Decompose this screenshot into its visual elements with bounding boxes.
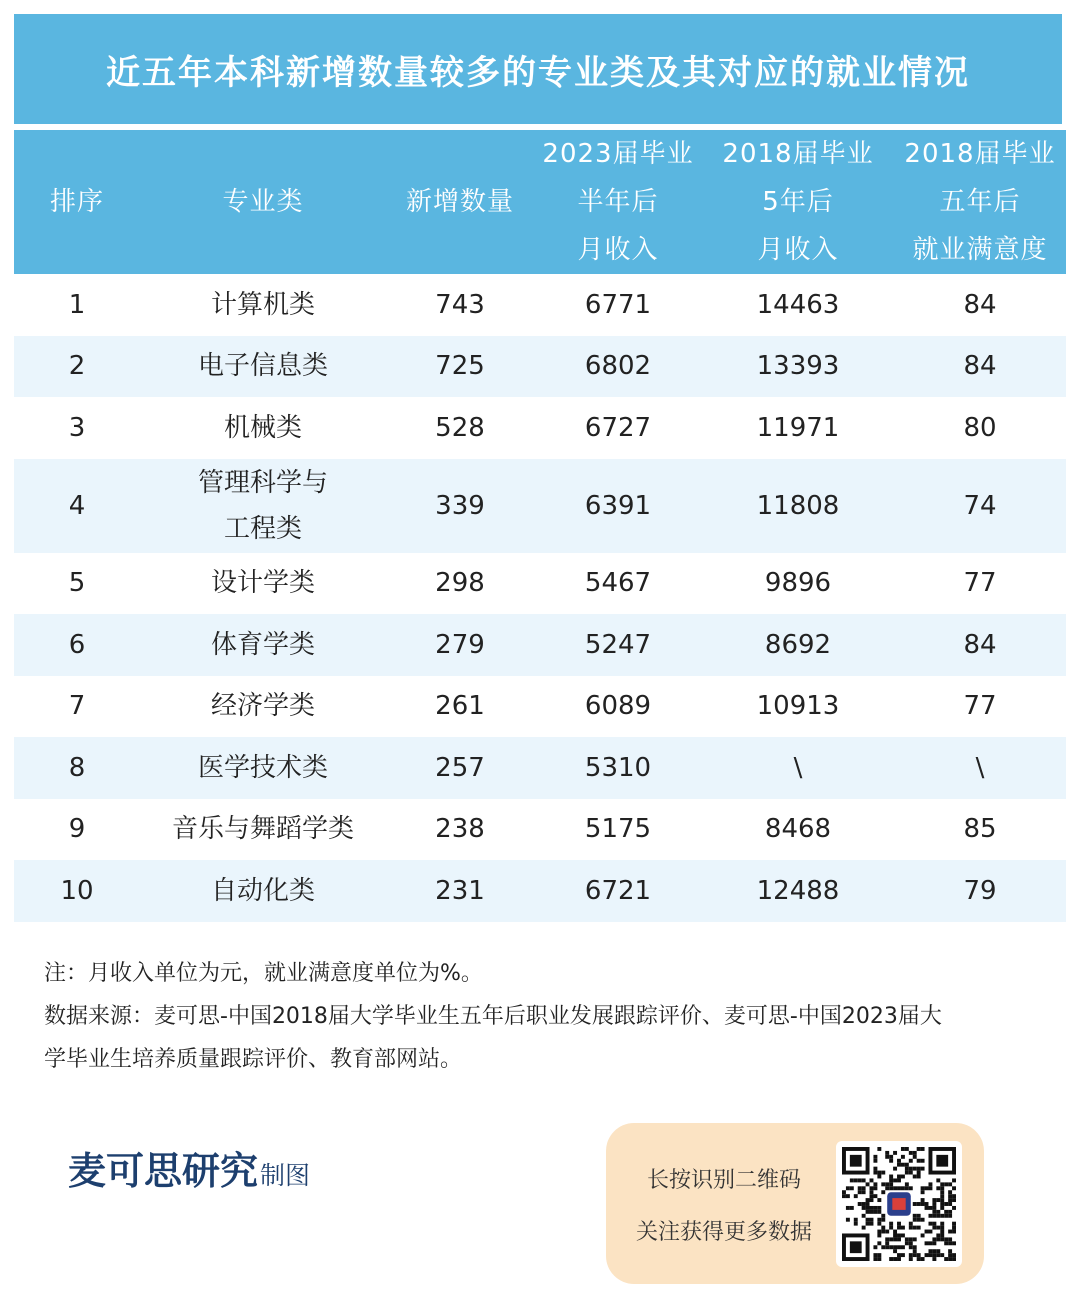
satisfaction-cell: 79: [963, 875, 997, 906]
header-added: 新增数量: [405, 187, 514, 217]
unit-note: 注：月收入单位为元，就业满意度单位为%。: [44, 961, 483, 986]
added-cell: 743: [435, 289, 485, 320]
major-cell: 音乐与舞蹈学类: [171, 814, 354, 845]
income-2018-cell: 10913: [756, 691, 840, 722]
added-cell: 528: [435, 412, 485, 443]
qr-card: [606, 1123, 984, 1284]
major-cell: 机械类: [223, 412, 302, 443]
table-row: [14, 614, 1066, 676]
satisfaction-cell: 85: [963, 814, 997, 845]
header-satisfaction: 2018届毕业 五年后 就业满意度: [904, 139, 1056, 265]
brand-suffix: 制图: [260, 1161, 311, 1190]
income-2023-cell: 5310: [584, 752, 652, 783]
notes: [44, 952, 1054, 1081]
table-title: [14, 14, 1062, 124]
income-2018-cell: \: [793, 752, 803, 783]
income-2023-cell: 6727: [584, 412, 652, 443]
added-cell: 725: [435, 351, 485, 382]
income-2018-cell: 8692: [764, 629, 832, 660]
income-2023-cell: 5467: [584, 568, 652, 599]
rank-cell: 6: [68, 629, 86, 660]
income-2023-cell: 5175: [584, 814, 652, 845]
source-note-line1: 数据来源：麦可思-中国2018届大学毕业生五年后职业发展跟踪评价、麦可思-中国2023届大: [44, 1004, 942, 1029]
rank-cell: 9: [68, 814, 86, 845]
qr-code-icon[interactable]: [836, 1141, 962, 1267]
table-row: [14, 336, 1066, 398]
rank-cell: 5: [68, 568, 86, 599]
major-cell: 经济学类: [210, 691, 315, 722]
added-cell: 257: [435, 752, 485, 783]
rank-cell: 2: [68, 351, 86, 382]
added-cell: 279: [435, 629, 485, 660]
major-cell: 医学技术类: [197, 752, 328, 783]
major-cell: 体育学类: [210, 629, 315, 660]
table-row: [14, 737, 1066, 799]
table-row: [14, 397, 1066, 459]
major-cell: 管理科学与 工程类: [197, 467, 328, 544]
income-2018-cell: 8468: [764, 814, 832, 845]
qr-caption: [626, 1155, 822, 1259]
income-2023-cell: 6089: [584, 691, 652, 722]
income-2023-cell: 6721: [584, 875, 652, 906]
qr-line2: 关注获得更多数据: [635, 1220, 812, 1245]
major-cell: 电子信息类: [197, 351, 328, 382]
rank-cell: 7: [68, 691, 86, 722]
brand-name: 麦可思研究: [68, 1149, 259, 1193]
income-2018-cell: 13393: [756, 351, 840, 382]
rank-cell: 3: [68, 412, 86, 443]
income-2018-cell: 14463: [756, 289, 840, 320]
table-row: [14, 799, 1066, 861]
satisfaction-cell: 80: [963, 412, 997, 443]
satisfaction-cell: 77: [963, 568, 997, 599]
table-row: [14, 860, 1066, 922]
added-cell: 231: [435, 875, 485, 906]
satisfaction-cell: \: [975, 752, 985, 783]
income-2018-cell: 12488: [756, 875, 840, 906]
header-income-2018: 2018届毕业 5年后 月收入: [722, 139, 874, 265]
added-cell: 238: [435, 814, 485, 845]
satisfaction-cell: 74: [963, 490, 997, 521]
rank-cell: 1: [68, 289, 86, 320]
satisfaction-cell: 84: [963, 289, 997, 320]
added-cell: 261: [435, 691, 485, 722]
income-2018-cell: 9896: [764, 568, 832, 599]
satisfaction-cell: 84: [963, 351, 997, 382]
rank-cell: 4: [68, 490, 86, 521]
rank-cell: 10: [60, 875, 94, 906]
satisfaction-cell: 84: [963, 629, 997, 660]
rank-cell: 8: [68, 752, 86, 783]
income-2018-cell: 11971: [756, 412, 840, 443]
header-income-2023: 2023届毕业 半年后 月收入: [542, 139, 694, 265]
source-note-line2: 学毕业生培养质量跟踪评价、教育部网站。: [44, 1047, 463, 1072]
table-row: [14, 459, 1066, 553]
table-body: [14, 274, 1066, 922]
title-text: 近五年本科新增数量较多的专业类及其对应的就业情况: [106, 52, 970, 93]
table-header: [14, 130, 1066, 274]
income-2023-cell: 6391: [584, 490, 652, 521]
header-rank: 排序: [49, 187, 104, 217]
major-cell: 设计学类: [210, 568, 315, 599]
added-cell: 298: [435, 568, 485, 599]
header-major: 专业类: [222, 187, 304, 217]
qr-line1: 长按识别二维码: [646, 1168, 801, 1193]
brand-credit: [68, 1140, 310, 1195]
income-2023-cell: 6771: [584, 289, 652, 320]
table-row: [14, 274, 1066, 336]
major-cell: 计算机类: [210, 289, 315, 320]
income-2023-cell: 6802: [584, 351, 652, 382]
table-row: [14, 553, 1066, 615]
major-cell: 自动化类: [210, 875, 315, 906]
table-row: [14, 676, 1066, 738]
added-cell: 339: [435, 490, 485, 521]
satisfaction-cell: 77: [963, 691, 997, 722]
income-2023-cell: 5247: [584, 629, 652, 660]
qr-code-graphic: [842, 1147, 956, 1261]
income-2018-cell: 11808: [756, 490, 840, 521]
